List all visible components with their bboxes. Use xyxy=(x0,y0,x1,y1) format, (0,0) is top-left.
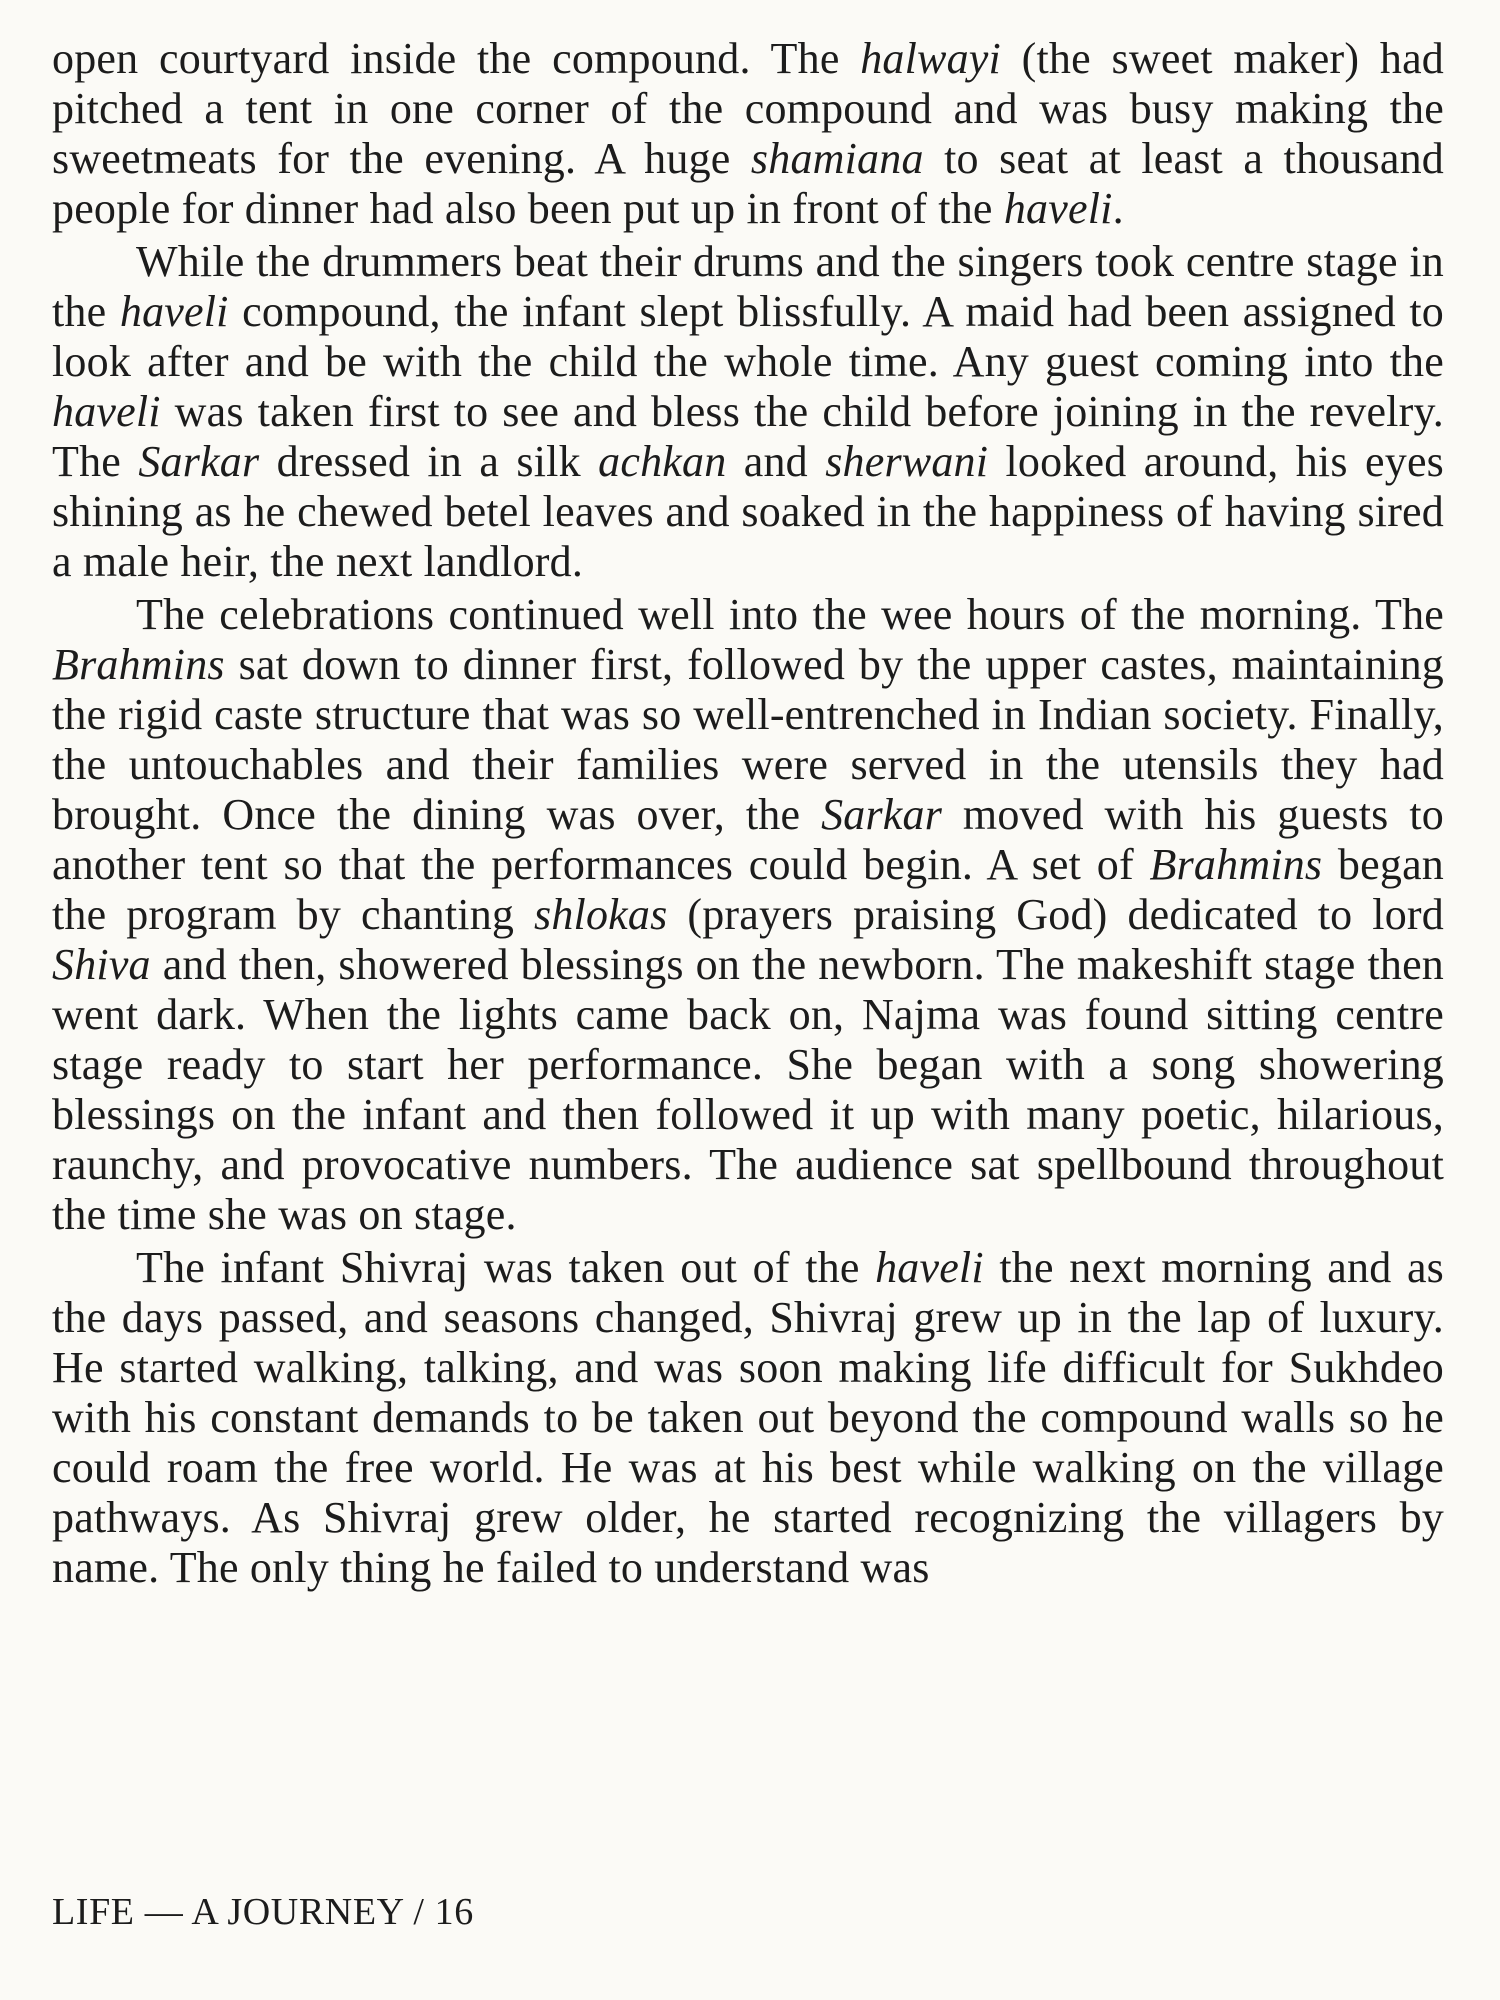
italic-term: Sarkar xyxy=(138,437,260,486)
text-run: (the sweet maker) had pitched a tent in one corner of the compound and was busy making the sweetmeats for the evening. A huge xyxy=(52,34,1444,183)
italic-term: halwayi xyxy=(860,34,1001,83)
italic-term: haveli xyxy=(119,287,229,336)
italic-term: Sarkar xyxy=(821,790,943,839)
italic-term: Shiva xyxy=(52,940,151,989)
text-run: looked around, his eyes shining as he chewed betel leaves and soaked in the happiness of having sired a male heir, the next landlord. xyxy=(52,437,1444,586)
italic-term: haveli xyxy=(1003,184,1113,233)
italic-term: shamiana xyxy=(750,134,924,183)
text-run: the next morning and as the days passed, and seasons changed, Shivraj grew up in the lap of luxury. He started walking, talking, and was soon making life difficult for Sukhdeo with his constant demands to be taken out beyond the compound walls so he could roam the free world. He was at his best while walking on the village pathways. As Shivraj grew older, he started recognizing the villagers by name. The only thing he failed to understand was xyxy=(52,1243,1445,1592)
text-run: The infant Shivraj was taken out of the xyxy=(136,1243,876,1292)
book-page xyxy=(52,34,1444,1964)
paragraph-1 xyxy=(52,34,1444,234)
text-run: and xyxy=(726,437,826,486)
italic-term: Brahmins xyxy=(1149,840,1323,889)
italic-term: Brahmins xyxy=(52,640,225,689)
text-run: dressed in a silk xyxy=(259,437,599,486)
paragraph-4 xyxy=(52,1243,1444,1593)
text-run: open courtyard inside the compound. The xyxy=(52,34,861,83)
text-run: began the program by chanting xyxy=(52,840,1444,939)
text-run: and then, showered blessings on the newborn. The makeshift stage then went dark. When the lights came back on, Najma was found sitting centre stage ready to start her performance. She began with a song showering blessings on the infant and then followed it up with many poetic, hilarious, raunchy, and provocative numbers. The audience sat spellbound throughout the time she was on stage. xyxy=(52,940,1444,1239)
text-run: . xyxy=(1112,184,1124,233)
paragraph-2 xyxy=(52,237,1444,587)
text-run: moved with his guests to another tent so that the performances could begin. A set of xyxy=(52,790,1444,889)
italic-term: haveli xyxy=(875,1243,984,1292)
text-run: compound, the infant slept blissfully. A maid had been assigned to look after and be with the child the whole time. Any guest coming into the xyxy=(52,287,1444,386)
text-run: While the drummers beat their drums and the singers took centre stage in the xyxy=(52,237,1444,336)
paragraph-3 xyxy=(52,590,1444,1240)
italic-term: shlokas xyxy=(534,890,668,939)
text-run: The celebrations continued well into the wee hours of the morning. The xyxy=(136,590,1444,639)
text-run: (prayers praising God) dedicated to lord xyxy=(667,890,1444,939)
italic-term: sherwani xyxy=(825,437,989,486)
italic-term: achkan xyxy=(598,437,727,486)
text-run: sat down to dinner first, followed by the upper castes, maintaining the rigid caste structure that was so well-entrenched in Indian society. Finally, the untouchables and their families were served in the utensils they had brought. Once the dining was over, the xyxy=(52,640,1444,839)
page-footer: LIFE — A JOURNEY / 16 xyxy=(52,1891,474,1933)
text-run: was taken first to see and bless the child before joining in the revelry. The xyxy=(52,387,1444,486)
text-run: to seat at least a thousand people for dinner had also been put up in front of the xyxy=(52,134,1444,233)
italic-term: haveli xyxy=(52,387,161,436)
body-text xyxy=(52,34,1444,1593)
